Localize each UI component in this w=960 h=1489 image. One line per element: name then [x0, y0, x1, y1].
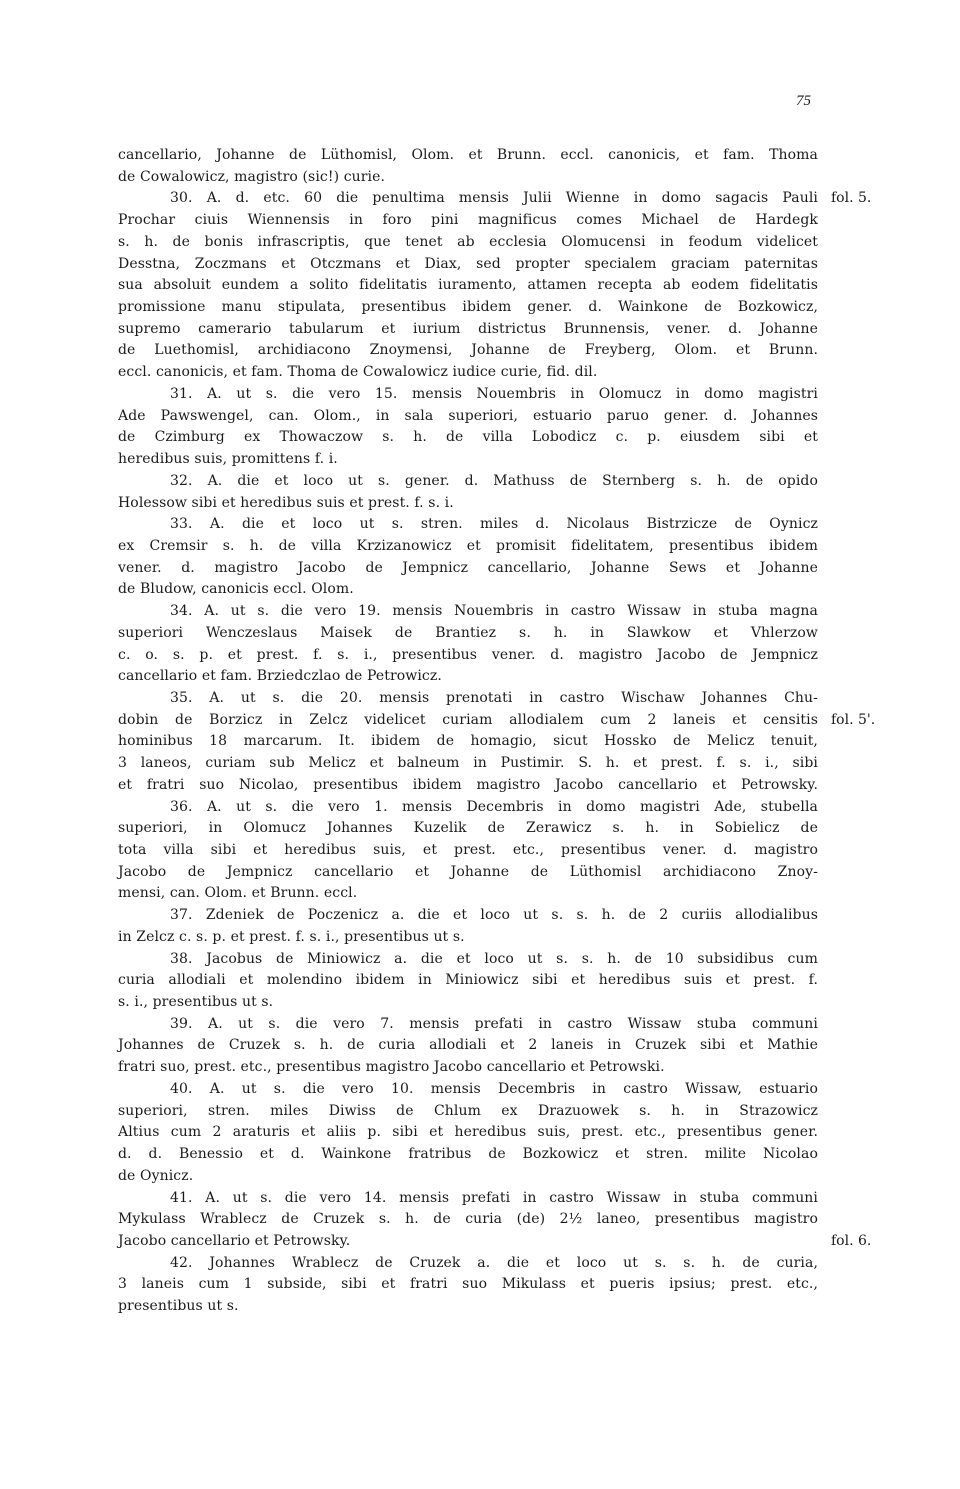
margin-note-folio: fol. 5.	[831, 190, 872, 207]
text-line: vener. d. magistro Jacobo de Jempnicz cancellario, Johanne Sews et Johanne	[118, 559, 818, 576]
text-line: Prochar ciuis Wiennensis in foro pini magnificus comes Michael de Hardegk	[118, 212, 818, 229]
text-line: heredibus suis, promittens f. i.	[118, 451, 338, 468]
text-line: presentibus ut s.	[118, 1298, 239, 1315]
text-line: hominibus 18 marcarum. It. ibidem de homagio, sicut Hossko de Melicz tenuit,	[118, 733, 818, 750]
text-line: mensi, can. Olom. et Brunn. eccl.	[118, 885, 358, 902]
text-line: sua absoluit eundem a solito fidelitatis iuramento, attamen recepta ab eodem fidelitatis	[118, 277, 818, 294]
text-line: 36. A. ut s. die vero 1. mensis Decembris in domo magistri Ade, stubella	[170, 798, 818, 815]
text-line: dobin de Borzicz in Zelcz videlicet curiam allodialem cum 2 laneis et censitis	[118, 711, 818, 728]
text-line: Jacobo cancellario et Petrowsky.	[118, 1232, 351, 1249]
text-line: cancellario, Johanne de Lüthomisl, Olom. et Brunn. eccl. canonicis, et fam. Thoma	[118, 147, 818, 163]
text-line: s. i., presentibus ut s.	[118, 994, 274, 1011]
text-line: Desstna, Zoczmans et Otczmans et Diax, sed propter specialem graciam paternitas	[118, 255, 818, 272]
text-line: 34. A. ut s. die vero 19. mensis Nouembris in castro Wissaw in stuba magna	[170, 603, 818, 620]
text-line: Mykulass Wrablecz de Cruzek s. h. de curia (de) 2½ laneo, presentibus magistro	[118, 1211, 818, 1228]
text-line: promissione manu stipulata, presentibus ibidem gener. d. Wainkone de Bozkowicz,	[118, 299, 818, 316]
text-line: s. h. de bonis infrascriptis, que tenet ab ecclesia Olomucensi in feodum videlicet	[118, 233, 818, 250]
text-line: 30. A. d. etc. 60 die penultima mensis Julii Wienne in domo sagacis Pauli	[170, 190, 818, 207]
text-line: supremo camerario tabularum et iurium districtus Brunnensis, vener. d. Johanne	[118, 320, 818, 337]
text-line: 31. A. ut s. die vero 15. mensis Nouembris in Olomucz in domo magistri	[170, 385, 818, 402]
text-line: Ade Pawswengel, can. Olom., in sala superiori, estuario paruo gener. d. Johannes	[118, 407, 818, 424]
text-line: de Cowalowicz, magistro (sic!) curie.	[118, 168, 386, 185]
text-line: ex Cremsir s. h. de villa Krzizanowicz et promisit fidelitatem, presentibus ibidem	[118, 537, 818, 554]
text-line: eccl. canonicis, et fam. Thoma de Cowalowicz iudice curie, fid. dil.	[118, 364, 598, 381]
text-line: d. d. Benessio et d. Wainkone fratribus de Bozkowicz et stren. milite Nicolao	[118, 1146, 818, 1163]
text-line: Johannes de Cruzek s. h. de curia allodiali et 2 laneis in Cruzek sibi et Mathie	[118, 1037, 818, 1054]
text-line: superiori, in Olomucz Johannes Kuzelik de Zerawicz s. h. in Sobielicz de	[118, 820, 818, 837]
page-number: 75	[796, 93, 811, 109]
text-line: 3 laneos, curiam sub Melicz et balneum in Pustimir. S. h. et prest. f. s. i., sibi	[118, 755, 818, 772]
text-line: 38. Jacobus de Miniowicz a. die et loco ut s. s. h. de 10 subsidibus cum	[170, 950, 818, 967]
document-body	[118, 145, 818, 1318]
text-line: 42. Johannes Wrablecz de Cruzek a. die et loco ut s. s. h. de curia,	[170, 1254, 818, 1271]
text-line: 40. A. ut s. die vero 10. mensis Decembris in castro Wissaw, estuario	[170, 1080, 818, 1097]
text-line: et fratri suo Nicolao, presentibus ibidem magistro Jacobo cancellario et Petrowsky.	[118, 776, 818, 793]
text-line: de Czimburg ex Thowaczow s. h. de villa Lobodicz c. p. eiusdem sibi et	[118, 429, 818, 446]
text-line: 41. A. ut s. die vero 14. mensis prefati in castro Wissaw in stuba communi	[170, 1189, 818, 1206]
text-line: cancellario et fam. Brziedczlao de Petrowicz.	[118, 668, 442, 685]
text-line: c. o. s. p. et prest. f. s. i., presentibus vener. d. magistro Jacobo de Jempnicz	[118, 646, 818, 663]
text-line: 39. A. ut s. die vero 7. mensis prefati in castro Wissaw stuba communi	[170, 1015, 818, 1032]
text-line: Altius cum 2 araturis et aliis p. sibi et heredibus suis, prest. etc., presentibus gener.	[118, 1124, 818, 1141]
text-line: in Zelcz c. s. p. et prest. f. s. i., presentibus ut s.	[118, 928, 465, 945]
margin-note-folio: fol. 6.	[831, 1233, 872, 1249]
text-line: 37. Zdeniek de Poczenicz a. die et loco ut s. s. h. de 2 curiis allodialibus	[170, 907, 818, 924]
text-line: superiori Wenczeslaus Maisek de Brantiez s. h. in Slawkow et Vhlerzow	[118, 624, 818, 641]
text-line: Jacobo de Jempnicz cancellario et Johanne de Lüthomisl archidiacono Znoy-	[118, 863, 818, 880]
text-line: 32. A. die et loco ut s. gener. d. Mathuss de Sternberg s. h. de opido	[170, 472, 818, 489]
text-line: Holessow sibi et heredibus suis et prest. f. s. i.	[118, 494, 454, 511]
text-line: tota villa sibi et heredibus suis, et prest. etc., presentibus vener. d. magistro	[118, 842, 818, 858]
text-line: de Oynicz.	[118, 1167, 194, 1184]
text-line: superiori, stren. miles Diwiss de Chlum ex Drazuowek s. h. in Strazowicz	[118, 1102, 818, 1119]
text-line: de Luethomisl, archidiacono Znoymensi, Johanne de Freyberg, Olom. et Brunn.	[118, 342, 818, 359]
margin-note-folio: fol. 5'.	[831, 711, 876, 728]
text-line: 35. A. ut s. die 20. mensis prenotati in castro Wischaw Johannes Chu-	[170, 689, 818, 706]
text-line: 33. A. die et loco ut s. stren. miles d. Nicolaus Bistrzicze de Oynicz	[170, 516, 818, 533]
text-line: 3 laneis cum 1 subside, sibi et fratri suo Mikulass et pueris ipsius; prest. etc.,	[118, 1276, 818, 1293]
text-line: fratri suo, prest. etc., presentibus magistro Jacobo cancellario et Petrowski.	[118, 1059, 665, 1076]
text-line: de Bludow, canonicis eccl. Olom.	[118, 581, 354, 598]
text-line: curia allodiali et molendino ibidem in Miniowicz sibi et heredibus suis et prest. f.	[118, 972, 818, 989]
